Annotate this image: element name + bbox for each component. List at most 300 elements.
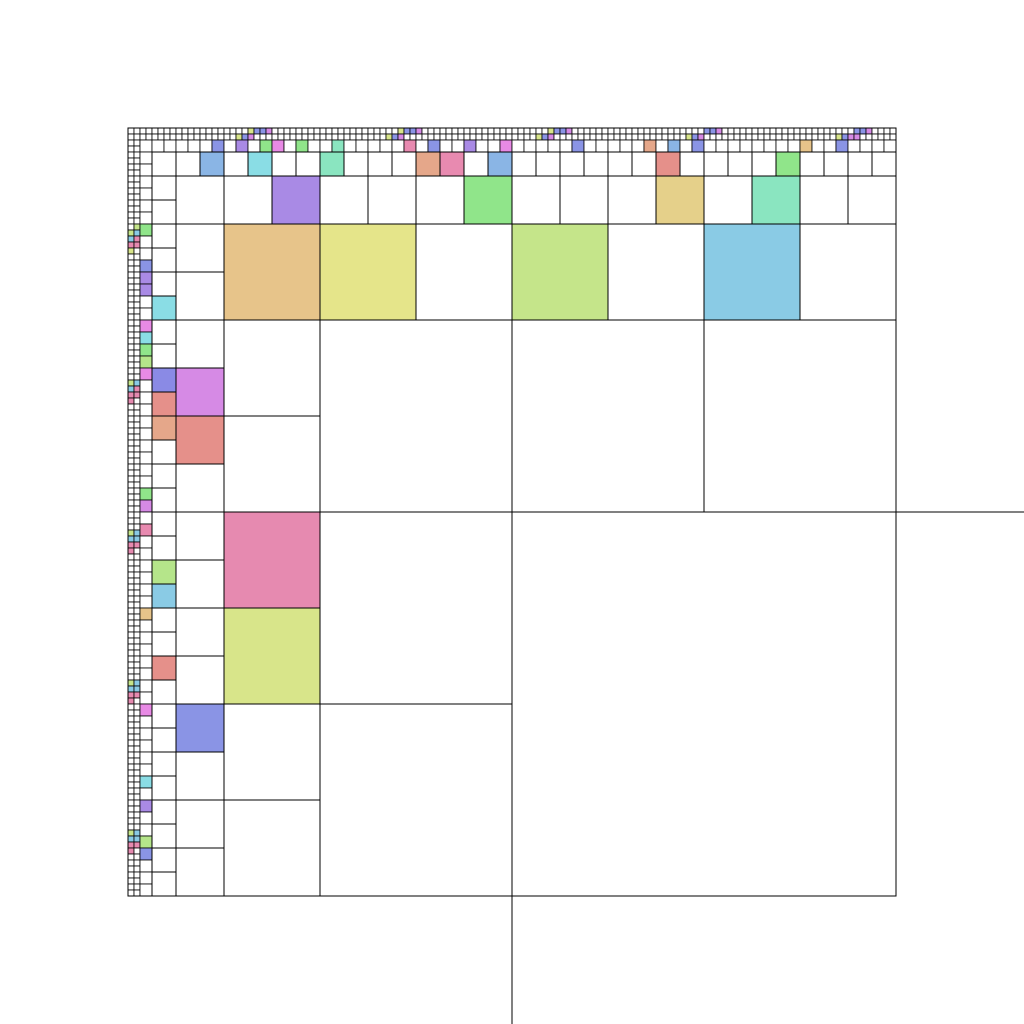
tiny-tile [782,128,788,134]
tiny-tile [128,332,134,338]
tiny-tile [134,764,140,770]
tiny-tile [128,530,134,536]
tiny-tile [128,428,134,434]
tiny-tile [746,134,752,140]
tiny-tile [644,128,650,134]
tiny-tile [140,134,146,140]
small-tile [140,200,152,212]
tiny-tile [128,644,134,650]
square-tile [464,152,488,176]
tiny-tile [632,128,638,134]
tiny-tile [134,260,140,266]
tiny-tile [404,128,410,134]
tiny-tile [134,224,140,230]
square-tile [176,656,224,704]
tiny-tile [662,128,668,134]
square-tile [176,560,224,608]
square-tile [152,296,176,320]
tiny-tile [290,134,296,140]
tiny-tile [674,128,680,134]
tiny-tile [482,134,488,140]
tiny-tile [134,890,140,896]
tiny-tile [134,212,140,218]
small-tile [140,272,152,284]
tiny-tile [260,134,266,140]
tiny-tile [128,824,134,830]
tiny-tile [134,884,140,890]
tiny-tile [704,128,710,134]
tiny-tile [134,824,140,830]
tiny-tile [344,128,350,134]
square-tile [152,344,176,368]
tiny-tile [374,134,380,140]
tiny-tile [812,128,818,134]
tiny-tile [128,164,134,170]
square-tile [224,608,320,704]
tiny-tile [134,182,140,188]
small-tile [632,140,644,152]
tiny-tile [416,128,422,134]
tiny-tile [134,680,140,686]
tiny-tile [224,128,230,134]
small-tile [728,140,740,152]
small-tile [140,248,152,260]
tiny-tile [134,716,140,722]
tiny-tile [134,860,140,866]
tiny-tile [752,134,758,140]
tiny-tile [134,746,140,752]
square-tile [152,224,176,248]
small-tile [404,140,416,152]
tiny-tile [578,128,584,134]
tiny-tile [128,482,134,488]
tiny-tile [338,128,344,134]
tiny-tile [134,482,140,488]
square-tile [176,320,224,368]
tiny-tile [128,326,134,332]
tiny-tile [458,128,464,134]
tiny-tile [134,380,140,386]
square-tile [152,656,176,680]
tiny-tile [134,464,140,470]
square-tile [632,152,656,176]
tiny-tile [134,392,140,398]
small-tile [668,140,680,152]
tiny-tile [128,752,134,758]
tiny-tile [560,128,566,134]
tiny-tile [128,590,134,596]
small-tile [704,140,716,152]
square-tile [656,152,680,176]
tiny-tile [866,128,872,134]
tiny-tile [434,134,440,140]
small-tile [140,140,152,152]
tiny-tile [776,134,782,140]
tiny-tile [650,134,656,140]
tiny-tile [572,128,578,134]
square-tile [152,248,176,272]
tiny-tile [134,416,140,422]
tiny-tile [140,128,146,134]
tiny-tile [134,566,140,572]
tiny-tile [746,128,752,134]
tiny-tile [128,338,134,344]
square-tile [416,152,440,176]
square-tile [272,176,320,224]
square-tile [704,152,728,176]
tiny-tile [716,128,722,134]
tiny-tile [128,548,134,554]
tiny-tile [128,746,134,752]
tiny-tile [134,734,140,740]
tiny-tile [566,128,572,134]
tiny-tile [134,776,140,782]
small-tile [140,188,152,200]
tiny-tile [134,602,140,608]
square-tile [296,152,320,176]
tiny-tile [134,524,140,530]
tiny-tile [548,134,554,140]
tiny-tile [134,542,140,548]
tiny-tile [134,332,140,338]
tiny-tile [134,176,140,182]
tiny-tile [134,758,140,764]
tiny-tile [128,386,134,392]
square-tile [320,320,512,512]
tiny-tile [128,878,134,884]
tiny-tile [458,134,464,140]
small-tile [164,140,176,152]
small-tile [188,140,200,152]
tiny-tile [410,128,416,134]
tiny-tile [128,836,134,842]
tiny-tile [128,152,134,158]
tiny-tile [134,158,140,164]
small-tile [140,848,152,860]
tiny-tile [428,134,434,140]
tiny-tile [128,362,134,368]
tiny-tile [134,560,140,566]
square-tile [584,152,608,176]
tiny-tile [302,134,308,140]
tiny-tile [836,134,842,140]
square-tile [176,464,224,512]
tiny-tile [134,722,140,728]
small-tile [140,596,152,608]
tiny-tile [146,128,152,134]
small-tile [140,308,152,320]
tiny-tile [134,140,140,146]
tiny-tile [194,134,200,140]
tiny-tile [554,128,560,134]
tiny-tile [380,128,386,134]
square-tile [176,368,224,416]
tiny-tile [128,404,134,410]
tiny-tile [134,506,140,512]
small-tile [140,524,152,536]
square-tile [152,584,176,608]
tiny-tile [134,320,140,326]
tiny-tile [602,128,608,134]
tiny-tile [128,626,134,632]
tiny-tile [854,134,860,140]
square-tile [872,152,896,176]
tiny-tile [188,134,194,140]
tiny-tile [128,800,134,806]
square-tile [224,512,320,608]
tiny-tile [128,650,134,656]
small-tile [140,620,152,632]
tiny-tile [194,128,200,134]
tiny-tile [128,848,134,854]
tiny-tile [494,134,500,140]
small-tile [140,476,152,488]
tiny-tile [128,758,134,764]
tiny-tile [134,830,140,836]
small-tile [560,140,572,152]
small-tile [488,140,500,152]
small-tile [140,224,152,236]
tiny-tile [134,704,140,710]
small-tile [476,140,488,152]
tiny-tile [794,134,800,140]
square-tile [176,152,200,176]
tiny-tile [134,248,140,254]
tiny-tile [260,128,266,134]
tiny-tile [128,158,134,164]
tiny-tile [848,134,854,140]
tiny-tile [128,728,134,734]
tiny-tile [134,446,140,452]
tiny-tile [626,128,632,134]
small-tile [140,764,152,776]
tiny-tile [128,734,134,740]
tiny-tile [356,128,362,134]
tiny-tile [506,134,512,140]
small-tile [356,140,368,152]
square-tile [704,320,896,512]
square-tile [152,848,176,872]
tiny-tile [788,134,794,140]
tiny-tile [422,134,428,140]
tiny-tile [134,530,140,536]
square-tile [320,704,512,896]
tiny-tile [452,128,458,134]
tiny-tile [134,548,140,554]
square-tile [152,728,176,752]
tiny-tile [134,386,140,392]
tiny-tile [134,848,140,854]
tiny-tile [128,506,134,512]
small-tile [812,140,824,152]
tiny-tile [506,128,512,134]
tiny-tile [608,128,614,134]
square-tile [608,152,632,176]
square-tile [248,152,272,176]
tiny-tile [740,128,746,134]
tiny-tile [128,638,134,644]
tiny-tile [638,128,644,134]
tiny-tile [128,374,134,380]
small-tile [776,140,788,152]
tiny-tile [818,134,824,140]
tiny-tile [134,314,140,320]
square-tile [224,224,320,320]
tiny-tile [128,512,134,518]
tiny-tile [128,656,134,662]
tiny-tile [134,854,140,860]
small-tile [752,140,764,152]
tiny-tile [446,128,452,134]
tiny-tile [134,452,140,458]
square-tile [152,632,176,656]
square-tile [152,776,176,800]
tiny-tile [128,542,134,548]
tiny-tile [830,134,836,140]
small-tile [140,800,152,812]
small-tile [212,140,224,152]
small-tile [332,140,344,152]
tiny-tile [266,128,272,134]
tiny-tile [134,194,140,200]
tiny-tile [842,128,848,134]
tiny-tile [134,878,140,884]
tiny-tile [128,572,134,578]
tiny-tile [128,146,134,152]
tiny-tile [368,128,374,134]
tiny-tile [464,128,470,134]
tiny-tile [128,356,134,362]
tiny-tile [332,128,338,134]
tiny-tile [128,140,134,146]
tiny-tile [698,134,704,140]
small-tile [248,140,260,152]
tiny-tile [806,134,812,140]
tiny-tile [128,782,134,788]
tiny-tile [128,284,134,290]
tiny-tile [134,572,140,578]
tiny-tile [128,500,134,506]
tiny-tile [128,290,134,296]
tiny-tile [134,356,140,362]
small-tile [140,464,152,476]
square-tile [464,176,512,224]
small-tile [140,452,152,464]
square-tile [176,608,224,656]
tiny-tile [206,134,212,140]
square-tile [368,152,392,176]
tiny-tile [398,128,404,134]
square-tile [152,464,176,488]
square-tile [848,176,896,224]
tiny-tile [134,350,140,356]
tiny-tile [134,818,140,824]
square-tile [152,152,176,176]
tiny-tile [158,128,164,134]
square-tile [176,800,224,848]
tiny-tile [128,602,134,608]
tiny-tile [638,134,644,140]
small-tile [140,512,152,524]
square-tile [392,152,416,176]
square-tile [320,512,512,704]
tiny-tile [476,134,482,140]
tiny-tile [134,740,140,746]
tiny-tile [728,134,734,140]
tiny-tile [500,128,506,134]
small-tile [140,776,152,788]
tiny-tile [128,632,134,638]
small-tile [872,140,884,152]
tiny-tile [134,494,140,500]
small-tile [548,140,560,152]
tiny-tile [524,134,530,140]
tiny-tile [188,128,194,134]
small-tile [140,500,152,512]
small-tile [140,212,152,224]
tiny-tile [152,128,158,134]
tiny-tile [686,128,692,134]
square-tile [344,152,368,176]
small-tile [140,164,152,176]
tiny-tile [128,662,134,668]
small-tile [140,236,152,248]
tiny-tile [134,398,140,404]
small-tile [140,572,152,584]
tiny-tile [128,812,134,818]
square-tile [704,224,800,320]
tiny-tile [128,608,134,614]
tiny-tile [236,134,242,140]
tiny-tile [128,182,134,188]
square-tile [200,152,224,176]
small-tile [380,140,392,152]
tiny-tile [692,128,698,134]
square-tile [152,608,176,632]
tiny-tile [542,128,548,134]
tiny-tile [128,212,134,218]
tiny-tile [170,128,176,134]
tiny-tile [128,806,134,812]
tiny-tile [134,404,140,410]
tiny-tile [512,128,518,134]
square-tile [152,536,176,560]
tiny-tile [128,248,134,254]
tiny-tile [680,128,686,134]
tiny-tile [470,128,476,134]
small-tile [140,260,152,272]
tiny-tile [128,260,134,266]
tiny-tile [464,134,470,140]
tiny-tile [128,524,134,530]
square-tile [224,176,272,224]
tiny-tile [134,590,140,596]
small-tile [140,812,152,824]
square-tile [152,416,176,440]
small-tile [140,752,152,764]
tiny-tile [128,476,134,482]
tiny-tile [200,128,206,134]
small-tile [140,644,152,656]
tiny-tile [134,620,140,626]
small-tile [140,428,152,440]
small-tile [140,380,152,392]
tiny-tile [830,128,836,134]
small-tile [140,716,152,728]
tiny-tile [134,872,140,878]
tiny-tile [134,578,140,584]
tiny-tile [686,134,692,140]
